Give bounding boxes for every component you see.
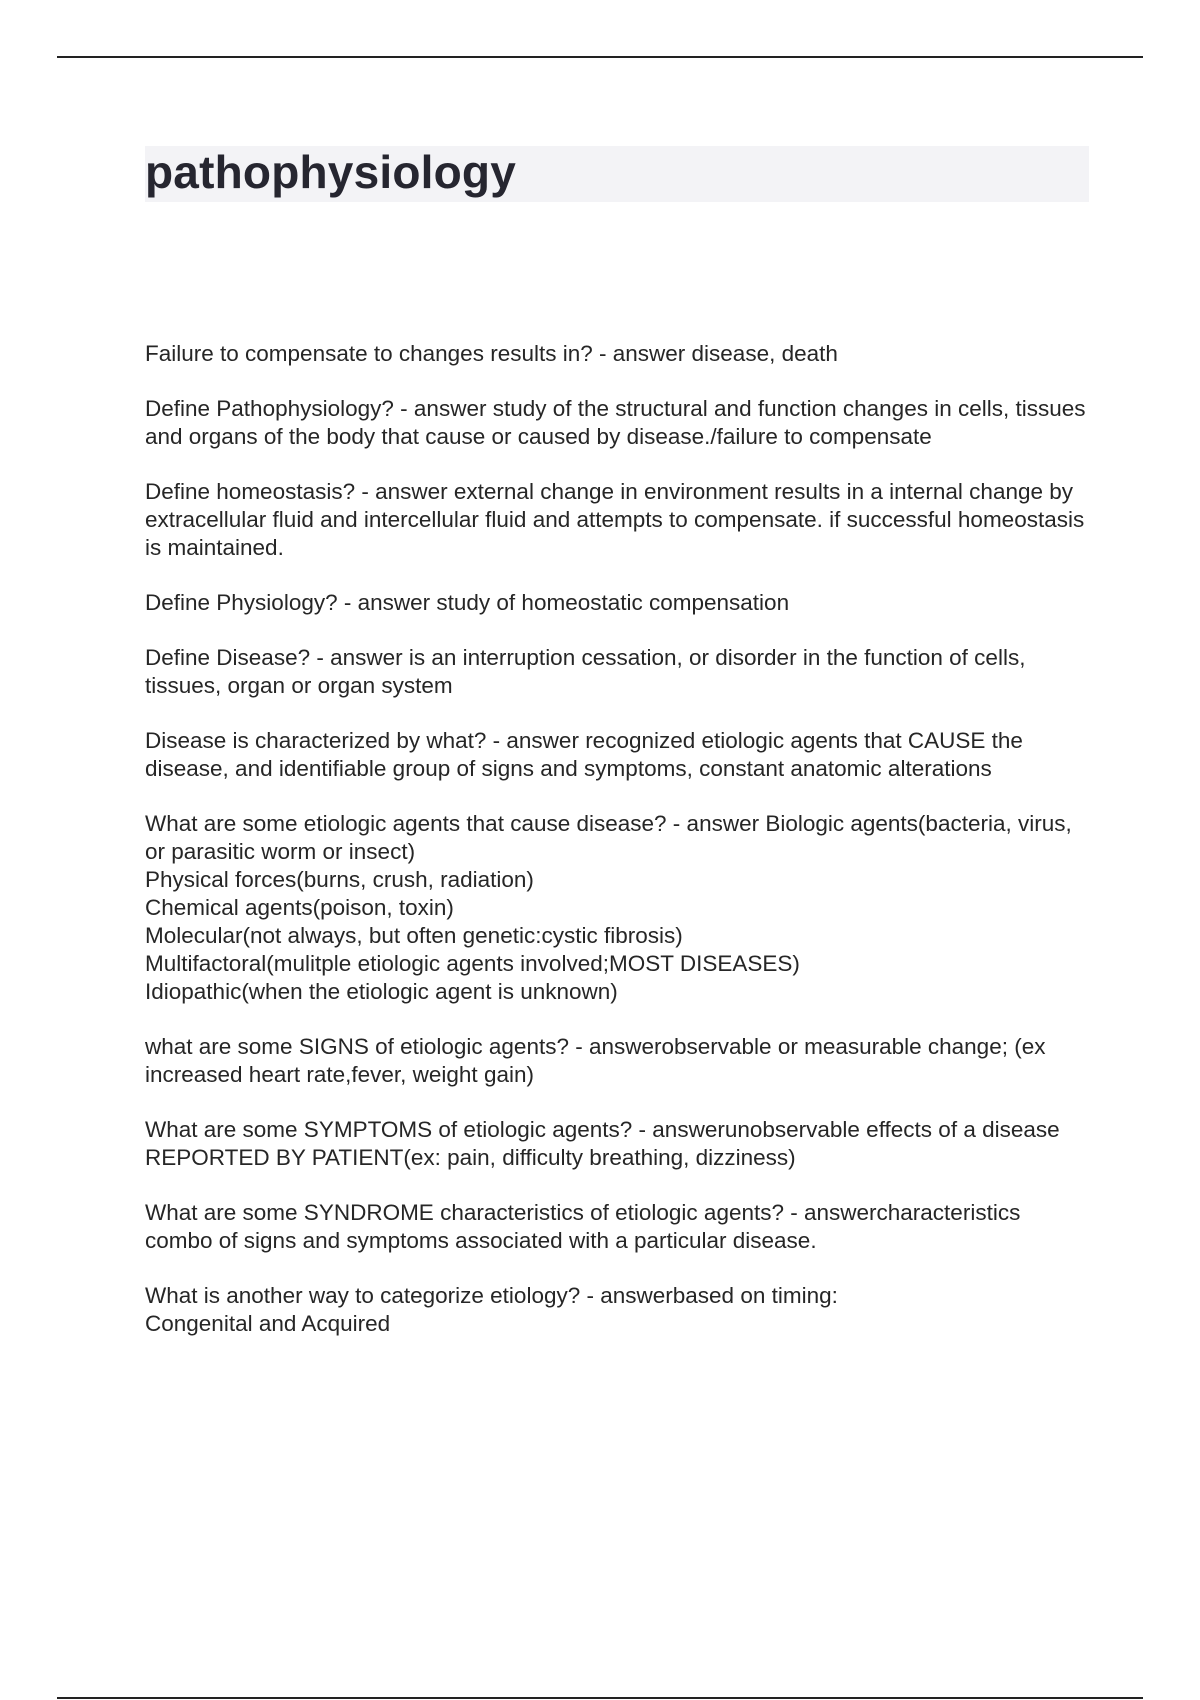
qa-entry-define-homeostasis: Define homeostasis? - answer external change in environment results in a internal change by extracellular fluid and intercellular fluid and attempts to compensate. if successful homeostasis is maintained. [145, 479, 1085, 560]
qa-entry-symptoms: What are some SYMPTOMS of etiologic agents? - answerunobservable effects of a disease REPORTED BY PATIENT(ex: pain, difficulty breathing, dizziness) [145, 1117, 1060, 1170]
qa-entry-syndrome: What are some SYNDROME characteristics of etiologic agents? - answercharacteristics combo of signs and symptoms associated with a particular disease. [145, 1200, 1021, 1253]
document-body [145, 340, 1090, 1365]
qa-entry-categorize-etiology: What is another way to categorize etiology? - answerbased on timing: Congenital and Acquired [145, 1283, 838, 1336]
document-title: pathophysiology [145, 146, 516, 198]
qa-entry-define-pathophysiology: Define Pathophysiology? - answer study of the structural and function changes in cells, tissues and organs of the body that cause or caused by disease./failure to compensate [145, 396, 1086, 449]
qa-entry-failure-to-compensate: Failure to compensate to changes results in? - answer disease, death [145, 341, 838, 366]
qa-entry-signs: what are some SIGNS of etiologic agents? - answerobservable or measurable change; (ex increased heart rate,fever, weight gain) [145, 1034, 1046, 1087]
top-rule [57, 56, 1143, 58]
qa-entry-define-physiology: Define Physiology? - answer study of homeostatic compensation [145, 590, 790, 615]
qa-entry-disease-characterized: Disease is characterized by what? - answer recognized etiologic agents that CAUSE the disease, and identifiable group of signs and symptoms, constant anatomic alterations [145, 728, 1023, 781]
bottom-rule [57, 1697, 1143, 1699]
qa-entry-define-disease: Define Disease? - answer is an interruption cessation, or disorder in the function of cells, tissues, organ or organ system [145, 645, 1026, 698]
qa-entry-etiologic-agents: What are some etiologic agents that cause disease? - answer Biologic agents(bacteria, virus, or parasitic worm or insect) Physical forces(burns, crush, radiation) Chemical agents(poison, toxin) Molecular(not always, but often genetic:cystic fibrosis) Multifactoral(mulitple etiologic agents involved;MOST DISEASES) Idiopathic(when the etiologic agent is unknown) [145, 811, 1072, 1004]
